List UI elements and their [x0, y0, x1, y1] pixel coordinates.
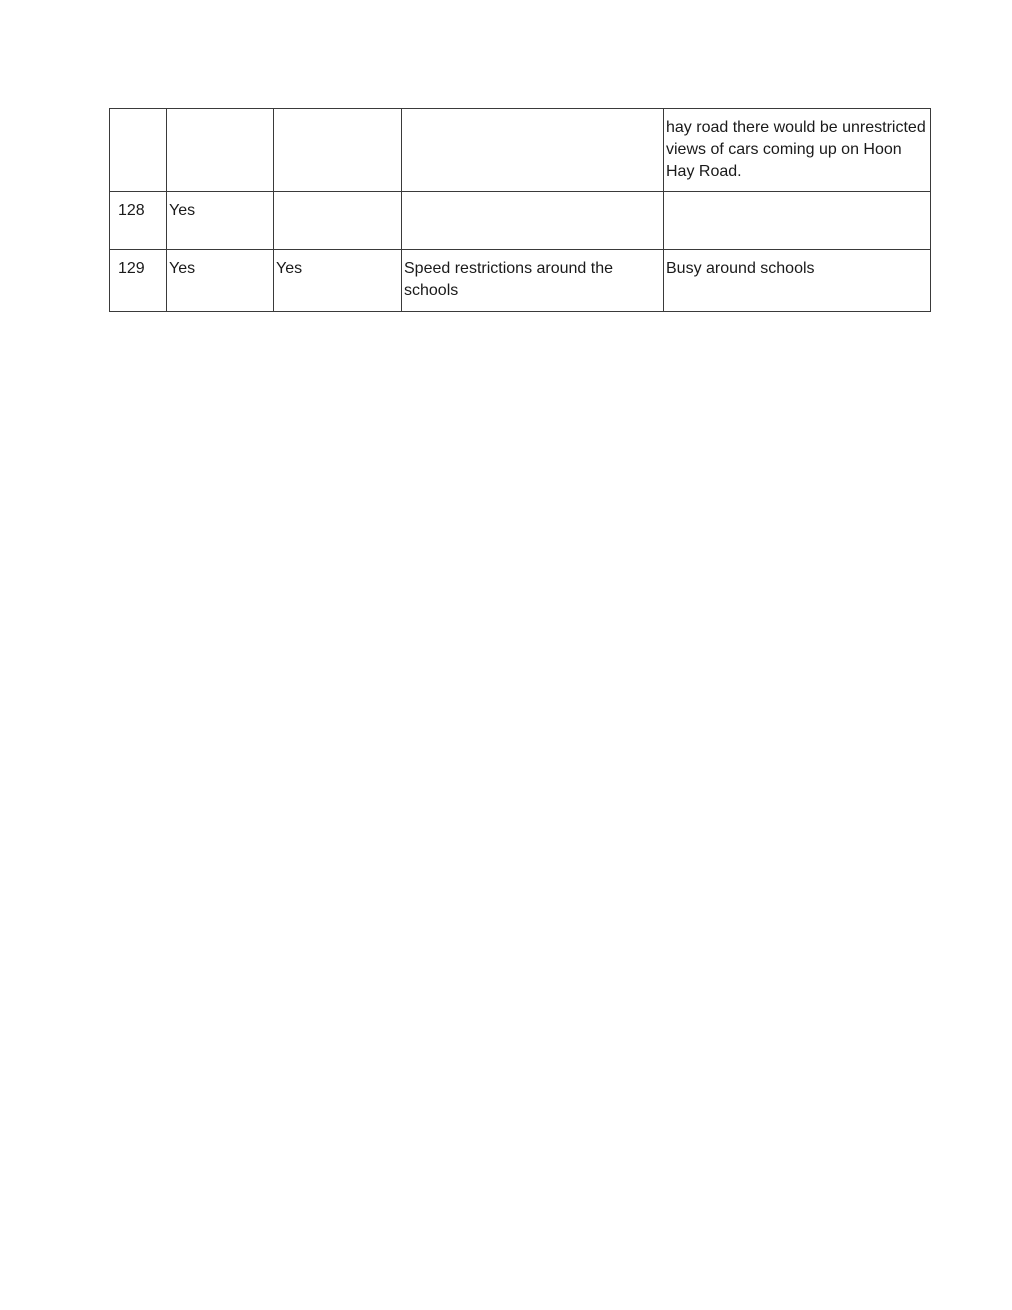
- cell-col4: Speed restrictions around the schools: [402, 250, 664, 312]
- table-row: [110, 109, 931, 192]
- table-row: [110, 250, 931, 312]
- cell-col3: [274, 109, 402, 192]
- cell-col2: Yes: [167, 192, 274, 250]
- cell-col3: [274, 192, 402, 250]
- cell-col4: [402, 109, 664, 192]
- cell-col3: Yes: [274, 250, 402, 312]
- cell-col5: hay road there would be unrestricted views of cars coming up on Hoon Hay Road.: [664, 109, 931, 192]
- cell-id: 128: [110, 192, 167, 250]
- cell-id: [110, 109, 167, 192]
- cell-col5: [664, 192, 931, 250]
- cell-col2: [167, 109, 274, 192]
- cell-col5: Busy around schools: [664, 250, 931, 312]
- table-row: [110, 192, 931, 250]
- responses-table: [109, 108, 931, 312]
- cell-id: 129: [110, 250, 167, 312]
- cell-col2: Yes: [167, 250, 274, 312]
- cell-col4: [402, 192, 664, 250]
